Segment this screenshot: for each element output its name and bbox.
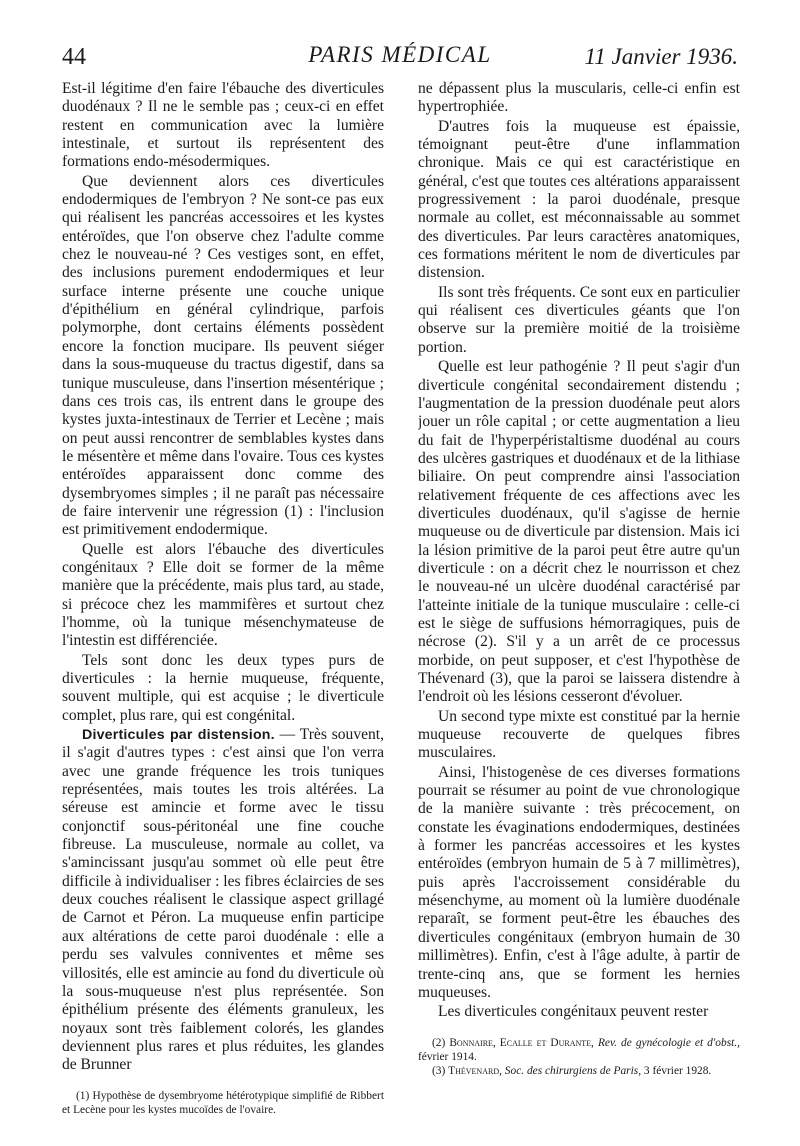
footnote-3 bbox=[418, 1064, 740, 1078]
section-heading: Diverticules par distension. bbox=[82, 727, 275, 744]
footnote-journal: Rev. de gynécologie et d'obst., bbox=[593, 1036, 740, 1049]
paragraph: Ils sont très fréquents. Ce sont eux en particulier qui réalisent ces diverticules géants que l'on observe sur la première moitié de la troisième portion. bbox=[418, 283, 740, 356]
paragraph: Les diverticules congénitaux peuvent rester bbox=[438, 1003, 709, 1021]
footnote-1: (1) Hypothèse de dysembryome hétérotypique simplifié de Ribbert et Lecène pour les kystes mucoïdes de l'ovaire. bbox=[62, 1089, 384, 1116]
paragraph: Ainsi, l'histogenèse de ces diverses formations pourrait se résumer au point de vue chronologique de la manière suivante : très précocement, on constate les évaginations endodermiques, destinées à former les pancréas accessoires et les kystes entéroïdes (embryon humain de 5 à 7 millimètres), puis après l'accroissement considérable du mésenchyme, au moment où la lumière duodénale reparaît, se forment peut-être les ébauches des diverticules congénitaux (embryon humain de 30 millimètres). Enfin, c'est à l'âge adulte, à partir de trente-cinq ans, que se forment les hernies muqueuses. bbox=[418, 763, 740, 1001]
paragraph: Quelle est leur pathogénie ? Il peut s'agir d'un diverticule congénital secondairement distendu ; l'augmentation de la pression duodénale peut alors jouer un rôle capital ; or cette augmentation a lieu du fait de l'hyperpéristaltisme duodénal au cours des ulcères gastriques et duodénaux et de la lithiase biliaire. On peut comprendre ainsi l'association relativement fréquente de ces affections avec les diverticules duodénaux, qu'il s'agisse de hernie muqueuse ou de diverticule par distension. Mais ici la lésion primitive de la paroi peut être autre qu'un diverticule : on a décrit chez le nourrisson et chez le nouveau-né un ulcère duodénal caractérisé par l'atteinte initiale de la tunique musculaire : celle-ci est le siège de suffusions hémorragiques, puis de nécrose (2). S'il y a un arrêt de ce processus morbide, on peut supposer, et c'est l'hypothèse de Thévenard (3), que la paroi se laissera distendre à l'endroit où les lésions cesseront d'évoluer. bbox=[418, 358, 740, 706]
paragraph: Tels sont donc les deux types purs de diverticules : la hernie muqueuse, fréquente, souvent multiple, qui est acquise ; le diverticule complet, plus rare, qui est congénital. bbox=[62, 651, 384, 724]
paragraph-continuation: ne dépassent plus la muscularis, celle-ci enfin est hypertrophiée. bbox=[418, 80, 740, 116]
footnote-marker: (2) bbox=[432, 1036, 450, 1049]
footnote-marker: (3) bbox=[432, 1065, 449, 1078]
paragraph: Quelle est alors l'ébauche des diverticules congénitaux ? Elle doit se former de la même manière que la précédente, mais plus tard, au stade, si précoce chez les mammifères et surtout chez l'homme, où la tunique mésenchymateuse de l'intestin est différenciée. bbox=[62, 540, 384, 650]
section-text: — Très souvent, il s'agit d'autres types : c'est ainsi que l'on verra avec une grande fréquence les trois tuniques représentées, mais toutes les trois altérées. La séreuse est amincie et forme avec le tissu conjonctif sous-péritonéal une fine couche fibreuse. La musculeuse, normale au collet, va s'amincissant jusqu'au sommet où elle peut être difficile à individualiser : les fibres éclaircies de ses deux couches réalisent le classique aspect grillagé de Carnot et Péron. La muqueuse enfin participe aux altérations de cette paroi duodénale : elle a perdu ses valvules conniventes et même ses villosités, elle est amincie au fond du diverticule où la sous-muqueuse n'est plus représentée. Son épithélium présente des éléments granuleux, les noyaux sont très faiblement colorés, les glandes deviennent plus rares et plus réduites, les glandes de Brunner bbox=[62, 726, 384, 1074]
paragraph: Un second type mixte est constitué par la hernie muqueuse recouverte de quelques fibres musculaires. bbox=[418, 707, 740, 762]
paragraph: Est-il légitime d'en faire l'ébauche des diverticules duodénaux ? Il ne le semble pas ; ceux-ci en effet restent en communication avec la lumière intestinale, et surtout ils représentent des formations endo-mésodermiques. bbox=[62, 80, 384, 171]
footnotes-right bbox=[418, 1036, 740, 1079]
footnote-2 bbox=[418, 1036, 740, 1065]
footnote-journal: Soc. des chirurgiens de Paris, bbox=[501, 1065, 642, 1078]
footnote-date: février 1914. bbox=[418, 1050, 477, 1063]
paragraph: Que deviennent alors ces diverticules endodermiques de l'embryon ? Ne sont-ce pas eux qui réalisent les pancréas accessoires et les kystes entéroïdes, que l'on observe chez l'adulte comme chez le nouveau-né ? Ces vestiges sont, en effet, des inclusions purement endodermiques et leur surface interne présente une couche unique d'épithélium en général cylindrique, parfois polymorphe, dont certains éléments possèdent encore la fonction mucipare. Ils peuvent siéger dans la sous-muqueuse du tractus digestif, dans sa tunique musculeuse, dans l'insertion mésentérique ; dans ces trois cas, ils entrent dans le groupe des kystes juxta-intestinaux de Terrier et Lecène ; mais on peut aussi rencontrer de semblables kystes dans le mésentère et même dans l'ovaire. Tous ces kystes entéroïdes apparaissent donc comme des dysembryomes simples ; il ne paraît pas nécessaire de faire intervenir une régression (1) : l'inclusion est primitivement endodermique. bbox=[62, 172, 384, 539]
running-header bbox=[62, 42, 738, 76]
right-column bbox=[418, 80, 740, 1120]
journal-title: PARIS MÉDICAL bbox=[308, 42, 492, 67]
footnote-authors: Thévenard, bbox=[448, 1065, 502, 1078]
paragraph: D'autres fois la muqueuse est épaissie, témoignant peut-être d'une inflammation chronique. Mais ce qui est caractéristique en général, c'est que toutes ces altérations apparaissent progressivement : la paroi duodénale, presque normale au collet, est méconnaissable au sommet des diverticules. Par leurs caractères anatomiques, ces formations méritent le nom de diverticules par distension. bbox=[418, 117, 740, 282]
footnote-authors: Bonnaire, Ecalle et Durante, bbox=[449, 1036, 594, 1049]
page-number: 44 bbox=[62, 44, 86, 70]
left-column bbox=[62, 80, 384, 1120]
footnotes-left bbox=[62, 1089, 384, 1118]
issue-date: 11 Janvier 1936. bbox=[584, 44, 738, 69]
section-paragraph bbox=[62, 726, 384, 1075]
footnote-date: 3 février 1928. bbox=[641, 1065, 712, 1078]
